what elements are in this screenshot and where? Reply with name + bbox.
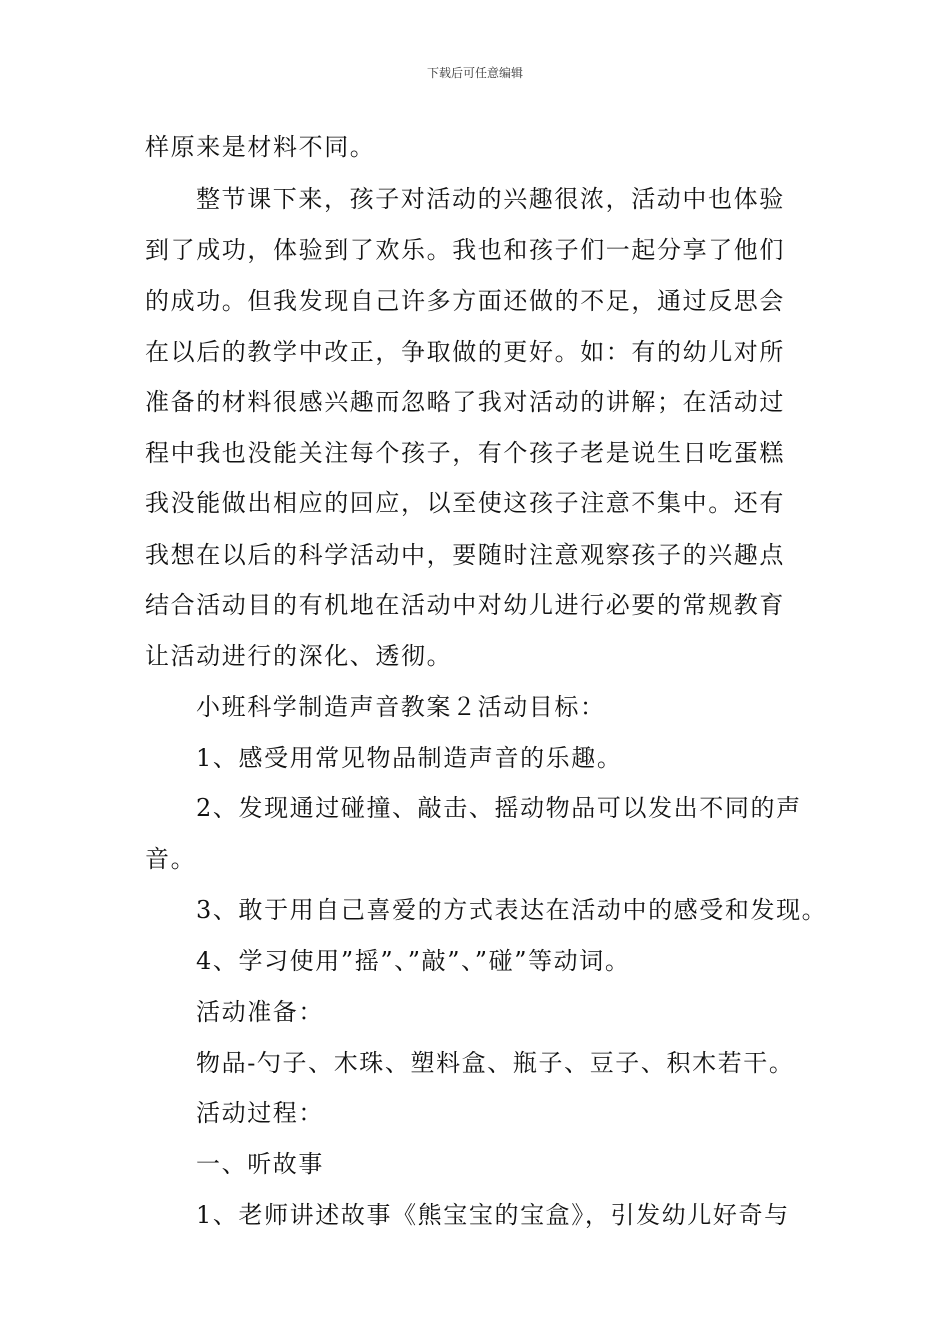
paragraph-line: 整节课下来，孩子对活动的兴趣很浓，活动中也体验 bbox=[196, 185, 785, 213]
text-line: 让活动进行的深化、透彻。 bbox=[145, 642, 453, 670]
text-line: 准备的材料很感兴趣而忽略了我对活动的讲解；在活动过 bbox=[145, 388, 785, 416]
text-line: 的成功。但我发现自己许多方面还做的不足，通过反思会 bbox=[145, 287, 785, 315]
text-line: 音。 bbox=[145, 845, 197, 873]
section-heading: 活动准备： bbox=[196, 998, 324, 1026]
text-line: 到了成功，体验到了欢乐。我也和孩子们一起分享了他们 bbox=[145, 236, 785, 264]
text-line: 物品-勺子、木珠、塑料盒、瓶子、豆子、积木若干。 bbox=[196, 1049, 795, 1077]
list-item: 2、发现通过碰撞、敲击、摇动物品可以发出不同的声 bbox=[196, 794, 802, 822]
text-line: 样原来是材料不同。 bbox=[145, 133, 376, 161]
list-item: 1、感受用常见物品制造声音的乐趣。 bbox=[196, 744, 623, 772]
section-heading: 活动过程： bbox=[196, 1099, 324, 1127]
list-item: 3、敢于用自己喜爱的方式表达在活动中的感受和发现。 bbox=[196, 896, 828, 924]
list-item: 4、学习使用”摇”、”敲”、”碰”等动词。 bbox=[196, 947, 631, 975]
section-title-line: 小班科学制造声音教案２活动目标： bbox=[196, 693, 606, 721]
page-header: 下载后可任意编辑 bbox=[426, 66, 523, 80]
list-item: 1、老师讲述故事《熊宝宝的宝盒》，引发幼儿好奇与 bbox=[196, 1201, 790, 1229]
text-line: 我想在以后的科学活动中，要随时注意观察孩子的兴趣点 bbox=[145, 541, 785, 569]
section-heading: 一、听故事 bbox=[196, 1150, 324, 1178]
text-line: 在以后的教学中改正，争取做的更好。如：有的幼儿对所 bbox=[145, 338, 785, 366]
text-line: 结合活动目的有机地在活动中对幼儿进行必要的常规教育 bbox=[145, 591, 785, 619]
text-line: 程中我也没能关注每个孩子，有个孩子老是说生日吃蛋糕 bbox=[145, 439, 785, 467]
text-line: 我没能做出相应的回应，以至使这孩子注意不集中。还有 bbox=[145, 489, 785, 517]
